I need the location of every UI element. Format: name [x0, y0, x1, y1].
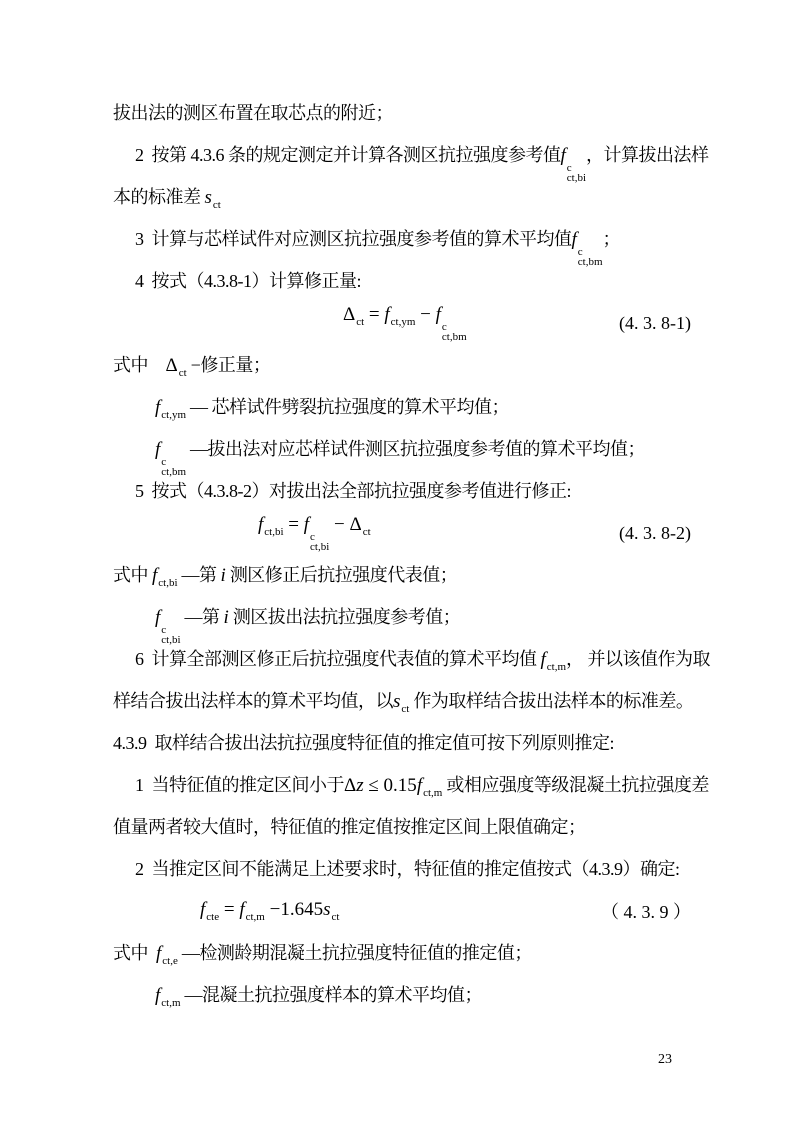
math-symbol: $s_{ct}$ [204, 187, 221, 211]
math-symbol: $f_{ct,m}$ [239, 899, 265, 923]
text-line [113, 176, 691, 218]
math-symbol: $f_{ct,e}$ [156, 943, 178, 967]
text-line [113, 470, 691, 512]
text-run: —第 [177, 565, 221, 585]
formula-expression [343, 304, 467, 342]
math-symbol: $\Delta_{ct}$ [343, 304, 365, 328]
text-run: 6 计算全部测区修正后抗拉强度代表值的算术平均值 [135, 649, 541, 669]
text-run: 5 按式（4.3.8-2）对拔出法全部抗拉强度参考值进行修正: [135, 481, 571, 501]
math-symbol: = [364, 304, 385, 325]
text-run: 2 按第 4.3.6 条的规定测定并计算各测区抗拉强度参考值 [135, 145, 561, 165]
math-symbol: $f_{ct,m}$ [540, 649, 567, 673]
math-symbol: − [329, 514, 350, 535]
text-line [113, 722, 691, 764]
text-line [113, 92, 691, 134]
formula-expression [200, 899, 339, 923]
math-symbol: f c ct,bi [155, 607, 181, 646]
text-run: 测区拔出法抗拉强度参考值； [228, 607, 461, 627]
text-run: 本的标准差 [113, 187, 205, 207]
math-symbol: f c ct,bm [435, 304, 467, 343]
math-symbol: = [283, 514, 304, 535]
text-line [113, 806, 691, 848]
math-symbol: −1.645 [264, 899, 324, 920]
equation-number: (4. 3. 8-1) [619, 312, 691, 333]
text-line [113, 680, 694, 722]
text-run: 或相应强度等级混凝土抗拉强度差 [442, 775, 709, 795]
math-symbol: $f_{cte}$ [200, 899, 220, 923]
math-symbol: $f_{ct,bi}$ [152, 565, 178, 589]
text-line [113, 386, 691, 428]
formula-line [113, 302, 691, 344]
text-line [113, 596, 691, 646]
math-symbol: $f_{ct,m}$ [416, 775, 443, 799]
math-symbol: $\Delta_{ct}$ [165, 355, 187, 379]
math-symbol: f c ct,bm [155, 439, 187, 478]
math-symbol: $f_{ct,m}$ [155, 985, 181, 1009]
text-run: —检测龄期混凝土抗拉强度特征值的推定值； [177, 943, 532, 963]
text-run: — 芯样试件劈裂抗拉强度的算术平均值； [186, 397, 510, 417]
text-run: ，计算拔出法样 [586, 145, 709, 165]
text-run: ， 并以该值作为取 [566, 649, 711, 669]
math-symbol: f c ct,bi [560, 145, 587, 184]
text-line [113, 218, 691, 268]
text-line [113, 932, 691, 974]
math-symbol: ≤ 0.15 [363, 775, 417, 796]
text-run: 2 当推定区间不能满足上述要求时，特征值的推定值按式（4.3.9）确定: [135, 859, 680, 879]
math-symbol: i [220, 565, 226, 586]
math-symbol: f c ct,bm [571, 229, 603, 268]
text-line [113, 260, 691, 302]
text-run: ； [602, 229, 621, 249]
text-run: 4 按式（4.3.8-1）计算修正量: [135, 271, 361, 291]
text-run: 式中 [113, 355, 166, 375]
text-run: —混凝土抗拉强度样本的算术平均值； [180, 985, 483, 1005]
math-symbol: $f_{ct,bi}$ [258, 514, 284, 538]
math-symbol: z [356, 775, 364, 796]
text-run: 1 当特征值的推定区间小于 [135, 775, 344, 795]
text-run: −修正量； [186, 355, 271, 375]
text-run: 样结合拔出法样本的算术平均值，以 [113, 691, 393, 711]
text-run: 式中 [113, 943, 156, 963]
text-line [113, 848, 691, 890]
text-line [113, 344, 691, 386]
math-symbol: $f_{ct,ym}$ [155, 397, 187, 421]
text-run: —第 [180, 607, 224, 627]
formula-expression [258, 514, 371, 552]
math-symbol: $s_{ct}$ [393, 691, 410, 715]
text-line [113, 554, 691, 596]
math-symbol: Δ [344, 775, 357, 796]
math-symbol: $f_{ct,ym}$ [384, 304, 416, 328]
text-line [113, 134, 709, 184]
formula-line [113, 890, 691, 932]
text-line [113, 764, 709, 806]
text-run: 4.3.9 取样结合拔出法抗拉强度特征值的推定值可按下列原则推定: [113, 733, 614, 753]
text-run: 式中 [113, 565, 152, 585]
math-symbol: $\Delta_{ct}$ [349, 514, 371, 538]
text-line [113, 974, 691, 1016]
math-symbol: $s_{ct}$ [323, 899, 340, 923]
text-run: —拔出法对应芯样试件测区抗拉强度参考值的算术平均值； [186, 439, 646, 459]
text-line [113, 428, 691, 478]
math-symbol: i [223, 607, 229, 628]
equation-number: （ 4. 3. 9 ） [601, 902, 691, 922]
text-line [113, 638, 711, 680]
text-run: 3 计算与芯样试件对应测区抗拉强度参考值的算术平均值 [135, 229, 572, 249]
equation-number: (4. 3. 8-2) [619, 522, 691, 543]
text-run: 作为取样结合拔出法样本的标准差。 [409, 691, 694, 711]
math-symbol: − [415, 304, 436, 325]
text-run: 测区修正后抗拉强度代表值； [225, 565, 458, 585]
page-number: 23 [658, 1052, 672, 1067]
text-run: 拔出法的测区布置在取芯点的附近； [113, 103, 393, 123]
math-symbol: f c ct,bi [303, 514, 330, 553]
formula-line [113, 512, 691, 554]
document-lines [113, 92, 711, 1016]
text-run: 值量两者较大值时，特征值的推定值按推定区间上限值确定； [113, 817, 586, 837]
math-symbol: = [219, 899, 240, 920]
